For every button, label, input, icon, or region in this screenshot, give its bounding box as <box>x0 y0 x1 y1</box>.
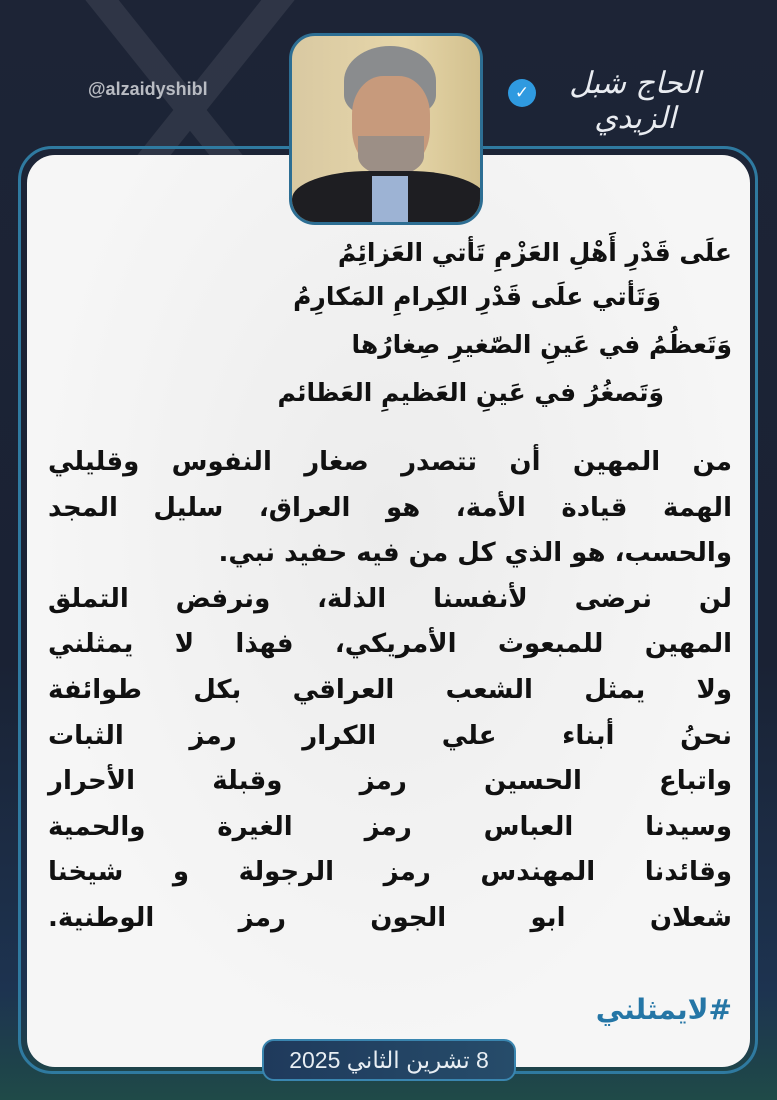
body-line: نحنُ أبناء علي الكرار رمز الثبات <box>48 720 732 751</box>
verified-badge-icon: ✓ <box>508 79 536 107</box>
poem-line: وَتَأتي علَى قَدْرِ الكِرامِ المَكارِمُ <box>293 282 661 311</box>
post-body <box>48 440 732 942</box>
body-line: والحسب، هو الذي كل من فيه حفيد نبي. <box>218 538 732 569</box>
body-line: لن نرضى لأنفسنا الذلة، ونرفض التملق <box>48 583 732 614</box>
body-line: من المهين أن تتصدر صغار النفوس وقليلي <box>48 447 732 477</box>
poem-line: وَتَصغُرُ في عَينِ العَظيمِ العَظائم <box>277 378 664 407</box>
profile-photo <box>289 33 483 225</box>
account-handle[interactable]: @alzaidyshibl <box>88 79 208 99</box>
body-line: الهمة قيادة الأمة، هو العراق، سليل المجد <box>48 492 732 523</box>
body-line: شعلان ابو الجون رمز الوطنية. <box>48 902 732 933</box>
body-line: ولا يمثل الشعب العراقي بكل طوائفة <box>48 674 732 705</box>
date-pill: 8 تشرين الثاني 2025 <box>262 1039 516 1081</box>
body-line: وسيدنا العباس رمز الغيرة والحمية <box>48 811 732 842</box>
hashtag-link[interactable]: #لايمثلني <box>595 993 732 1026</box>
body-line: واتباع الحسين رمز وقبلة الأحرار <box>48 766 732 797</box>
account-name-calligraphy: الحاج شبل الزيدي <box>569 66 701 136</box>
poem-line: علَى قَدْرِ أَهْلِ العَزْمِ تَأتي العَزائِمُ <box>337 238 732 267</box>
body-line: المهين للمبعوث الأمريكي، فهذا لا يمثلني <box>48 629 732 660</box>
poem-line: وَتَعظُمُ في عَينِ الصّغيرِ صِغارُها <box>351 330 732 359</box>
body-line: وقائدنا المهندس رمز الرجولة و شيخنا <box>48 857 732 888</box>
